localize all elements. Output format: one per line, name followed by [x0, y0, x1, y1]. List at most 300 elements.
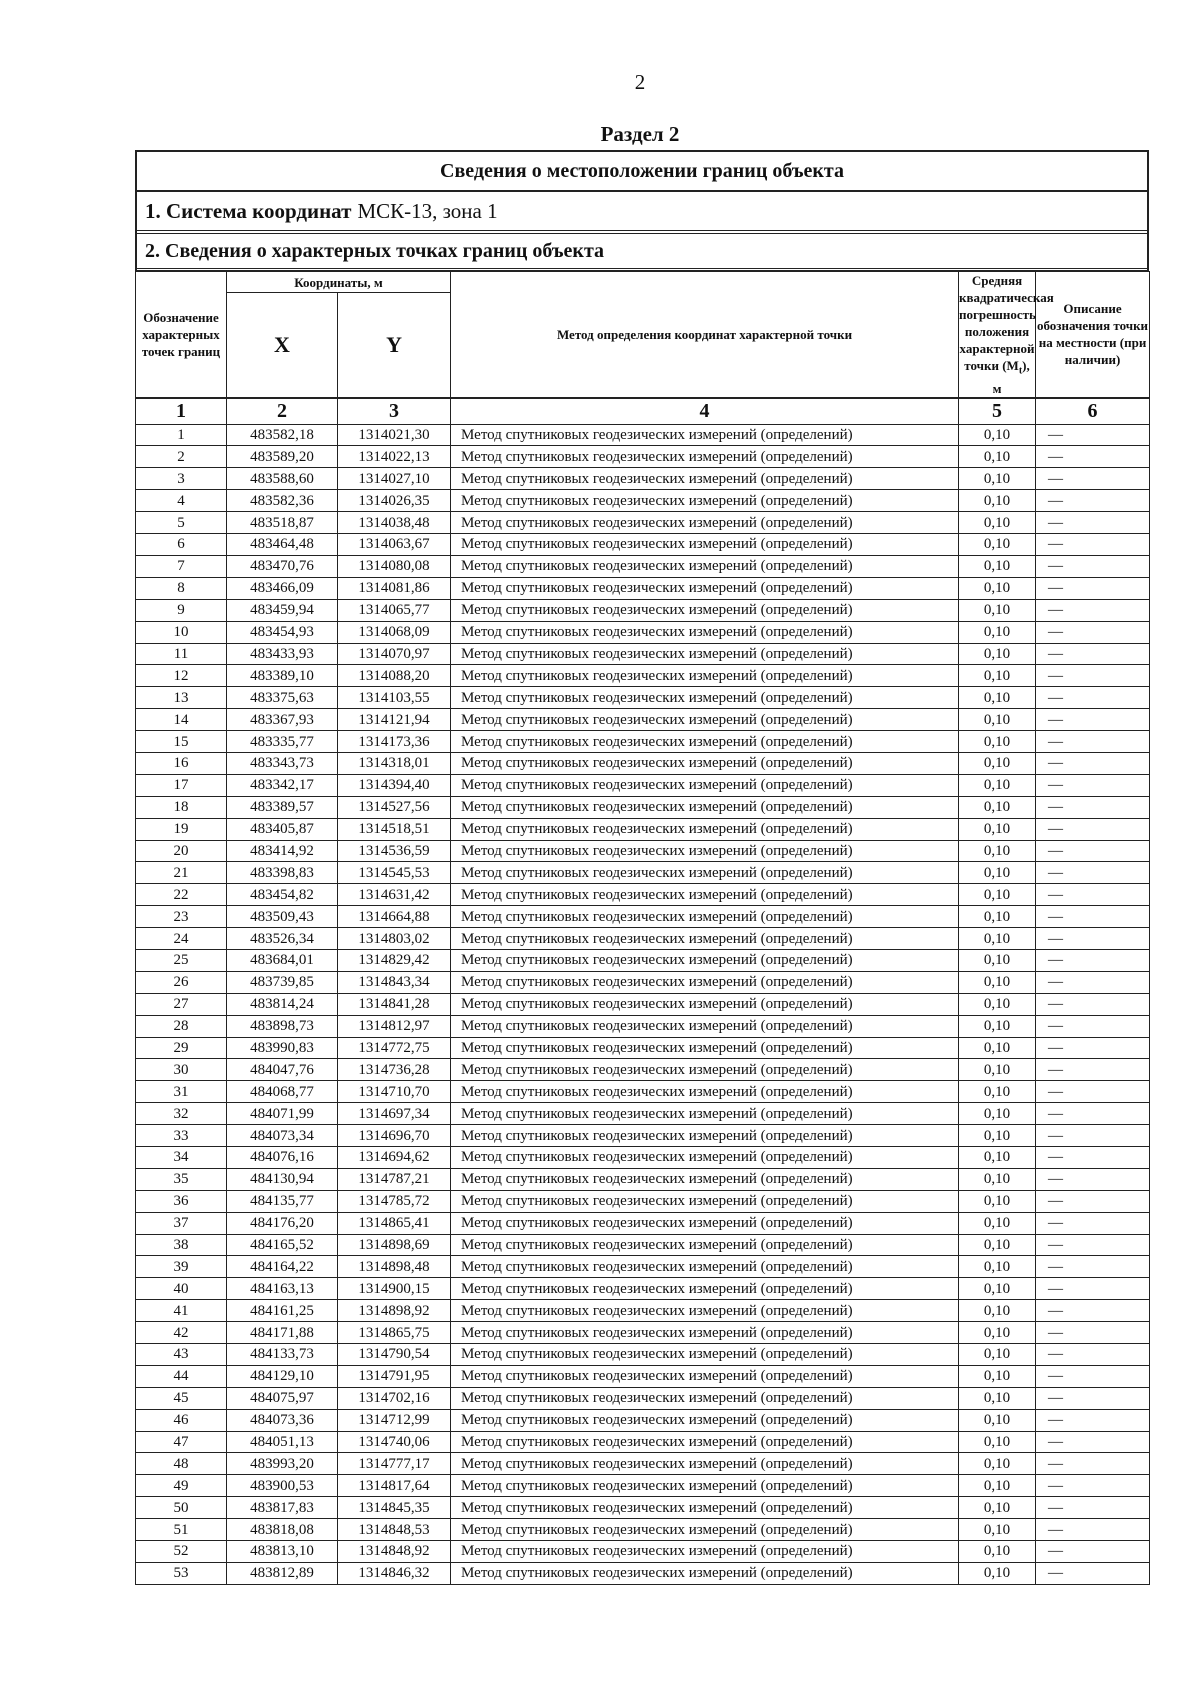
table-row — [136, 862, 1150, 884]
point-number-cell: 38 — [136, 1234, 227, 1256]
table-row — [136, 1300, 1150, 1322]
point-number-cell: 48 — [136, 1453, 227, 1475]
description-cell: — — [1036, 555, 1150, 577]
x-coordinate-cell: 483509,43 — [227, 906, 338, 928]
x-coordinate-cell: 483454,93 — [227, 621, 338, 643]
error-cell: 0,10 — [959, 949, 1036, 971]
method-cell: Метод спутниковых геодезических измерений (определений) — [451, 862, 959, 884]
error-cell: 0,10 — [959, 1519, 1036, 1541]
y-coordinate-cell: 1314710,70 — [338, 1081, 451, 1103]
y-coordinate-cell: 1314527,56 — [338, 796, 451, 818]
point-number-cell: 30 — [136, 1059, 227, 1081]
description-cell: — — [1036, 840, 1150, 862]
column-number: 3 — [338, 398, 451, 425]
table-row — [136, 621, 1150, 643]
error-cell: 0,10 — [959, 424, 1036, 446]
error-cell: 0,10 — [959, 665, 1036, 687]
x-coordinate-cell: 484076,16 — [227, 1146, 338, 1168]
header-method: Метод определения координат характерной точки — [451, 272, 959, 398]
point-number-cell: 8 — [136, 577, 227, 599]
x-coordinate-cell: 483526,34 — [227, 928, 338, 950]
description-cell: — — [1036, 906, 1150, 928]
error-cell: 0,10 — [959, 752, 1036, 774]
description-cell: — — [1036, 1190, 1150, 1212]
description-cell: — — [1036, 1234, 1150, 1256]
form-header-box — [135, 150, 1149, 271]
x-coordinate-cell: 484068,77 — [227, 1081, 338, 1103]
method-cell: Метод спутниковых геодезических измерений (определений) — [451, 1190, 959, 1212]
header-y: Y — [338, 293, 451, 398]
method-cell: Метод спутниковых геодезических измерений (определений) — [451, 1278, 959, 1300]
method-cell: Метод спутниковых геодезических измерений (определений) — [451, 665, 959, 687]
table-row — [136, 1562, 1150, 1584]
error-cell: 0,10 — [959, 709, 1036, 731]
table-row — [136, 818, 1150, 840]
point-number-cell: 10 — [136, 621, 227, 643]
x-coordinate-cell: 483470,76 — [227, 555, 338, 577]
method-cell: Метод спутниковых геодезических измерений (определений) — [451, 1168, 959, 1190]
points-table-body — [136, 424, 1150, 1584]
point-number-cell: 47 — [136, 1431, 227, 1453]
x-coordinate-cell: 483812,89 — [227, 1562, 338, 1584]
method-cell: Метод спутниковых геодезических измерений (определений) — [451, 1081, 959, 1103]
point-number-cell: 49 — [136, 1475, 227, 1497]
method-cell: Метод спутниковых геодезических измерений (определений) — [451, 577, 959, 599]
point-number-cell: 24 — [136, 928, 227, 950]
block-title: Сведения о местоположении границ объекта — [137, 152, 1147, 192]
table-row — [136, 1322, 1150, 1344]
x-coordinate-cell: 483343,73 — [227, 752, 338, 774]
method-cell: Метод спутниковых геодезических измерений (определений) — [451, 840, 959, 862]
description-cell: — — [1036, 1562, 1150, 1584]
y-coordinate-cell: 1314080,08 — [338, 555, 451, 577]
point-number-cell: 39 — [136, 1256, 227, 1278]
point-number-cell: 9 — [136, 599, 227, 621]
table-row — [136, 1387, 1150, 1409]
error-cell: 0,10 — [959, 1344, 1036, 1366]
description-cell: — — [1036, 577, 1150, 599]
table-row — [136, 1212, 1150, 1234]
table-row — [136, 731, 1150, 753]
method-cell: Метод спутниковых геодезических измерений (определений) — [451, 1212, 959, 1234]
y-coordinate-cell: 1314740,06 — [338, 1431, 451, 1453]
method-cell: Метод спутниковых геодезических измерений (определений) — [451, 1322, 959, 1344]
point-number-cell: 31 — [136, 1081, 227, 1103]
column-numbers-row — [136, 398, 1150, 425]
x-coordinate-cell: 484073,34 — [227, 1125, 338, 1147]
x-coordinate-cell: 483739,85 — [227, 971, 338, 993]
header-error: Средняя квадратическая погрешность положения характерной точки $(M_t)$, м — [959, 273, 1054, 396]
method-cell: Метод спутниковых геодезических измерений (определений) — [451, 971, 959, 993]
method-cell: Метод спутниковых геодезических измерений (определений) — [451, 1234, 959, 1256]
description-cell: — — [1036, 534, 1150, 556]
table-row — [136, 468, 1150, 490]
y-coordinate-cell: 1314785,72 — [338, 1190, 451, 1212]
error-cell: 0,10 — [959, 1256, 1036, 1278]
error-cell: 0,10 — [959, 1168, 1036, 1190]
table-row — [136, 1015, 1150, 1037]
x-coordinate-cell: 483518,87 — [227, 512, 338, 534]
table-row — [136, 1168, 1150, 1190]
y-coordinate-cell: 1314631,42 — [338, 884, 451, 906]
error-cell: 0,10 — [959, 1081, 1036, 1103]
error-cell: 0,10 — [959, 774, 1036, 796]
header-coordinates: Координаты, м — [227, 272, 451, 293]
y-coordinate-cell: 1314518,51 — [338, 818, 451, 840]
y-coordinate-cell: 1314848,92 — [338, 1541, 451, 1563]
description-cell: — — [1036, 1059, 1150, 1081]
y-coordinate-cell: 1314318,01 — [338, 752, 451, 774]
table-row — [136, 446, 1150, 468]
y-coordinate-cell: 1314812,97 — [338, 1015, 451, 1037]
error-cell: 0,10 — [959, 1015, 1036, 1037]
method-cell: Метод спутниковых геодезических измерений (определений) — [451, 1300, 959, 1322]
error-cell: 0,10 — [959, 446, 1036, 468]
y-coordinate-cell: 1314712,99 — [338, 1409, 451, 1431]
point-number-cell: 34 — [136, 1146, 227, 1168]
method-cell: Метод спутниковых геодезических измерений (определений) — [451, 687, 959, 709]
y-coordinate-cell: 1314777,17 — [338, 1453, 451, 1475]
description-cell: — — [1036, 1475, 1150, 1497]
error-cell: 0,10 — [959, 1059, 1036, 1081]
point-number-cell: 53 — [136, 1562, 227, 1584]
method-cell: Метод спутниковых геодезических измерений (определений) — [451, 643, 959, 665]
y-coordinate-cell: 1314829,42 — [338, 949, 451, 971]
table-header-row-1 — [136, 272, 1150, 293]
table-row — [136, 1103, 1150, 1125]
error-cell: 0,10 — [959, 1387, 1036, 1409]
point-number-cell: 51 — [136, 1519, 227, 1541]
method-cell: Метод спутниковых геодезических измерений (определений) — [451, 709, 959, 731]
error-cell: 0,10 — [959, 1037, 1036, 1059]
table-row — [136, 906, 1150, 928]
description-cell: — — [1036, 1300, 1150, 1322]
y-coordinate-cell: 1314536,59 — [338, 840, 451, 862]
object-boundaries-form — [135, 150, 1149, 1585]
error-cell: 0,10 — [959, 599, 1036, 621]
table-row — [136, 1278, 1150, 1300]
description-cell: — — [1036, 490, 1150, 512]
point-number-cell: 16 — [136, 752, 227, 774]
table-row — [136, 993, 1150, 1015]
x-coordinate-cell: 483398,83 — [227, 862, 338, 884]
method-cell: Метод спутниковых геодезических измерений (определений) — [451, 1541, 959, 1563]
points-section-title: 2. Сведения о характерных точках границ объекта — [137, 234, 1147, 271]
error-cell: 0,10 — [959, 818, 1036, 840]
x-coordinate-cell: 483405,87 — [227, 818, 338, 840]
description-cell: — — [1036, 949, 1150, 971]
point-number-cell: 6 — [136, 534, 227, 556]
point-number-cell: 26 — [136, 971, 227, 993]
error-cell: 0,10 — [959, 512, 1036, 534]
method-cell: Метод спутниковых геодезических измерений (определений) — [451, 1125, 959, 1147]
method-cell: Метод спутниковых геодезических измерений (определений) — [451, 993, 959, 1015]
description-cell: — — [1036, 1015, 1150, 1037]
point-number-cell: 13 — [136, 687, 227, 709]
description-cell: — — [1036, 928, 1150, 950]
x-coordinate-cell: 483898,73 — [227, 1015, 338, 1037]
table-row — [136, 1190, 1150, 1212]
x-coordinate-cell: 483818,08 — [227, 1519, 338, 1541]
x-coordinate-cell: 484130,94 — [227, 1168, 338, 1190]
description-cell: — — [1036, 1497, 1150, 1519]
table-row — [136, 884, 1150, 906]
point-number-cell: 43 — [136, 1344, 227, 1366]
table-row — [136, 534, 1150, 556]
y-coordinate-cell: 1314865,75 — [338, 1322, 451, 1344]
x-coordinate-cell: 484075,97 — [227, 1387, 338, 1409]
table-row — [136, 928, 1150, 950]
table-row — [136, 949, 1150, 971]
method-cell: Метод спутниковых геодезических измерений (определений) — [451, 490, 959, 512]
method-cell: Метод спутниковых геодезических измерений (определений) — [451, 752, 959, 774]
error-cell: 0,10 — [959, 1475, 1036, 1497]
method-cell: Метод спутниковых геодезических измерений (определений) — [451, 1059, 959, 1081]
error-cell: 0,10 — [959, 577, 1036, 599]
x-coordinate-cell: 484047,76 — [227, 1059, 338, 1081]
error-cell: 0,10 — [959, 1497, 1036, 1519]
method-cell: Метод спутниковых геодезических измерений (определений) — [451, 1497, 959, 1519]
point-number-cell: 44 — [136, 1365, 227, 1387]
y-coordinate-cell: 1314694,62 — [338, 1146, 451, 1168]
point-number-cell: 25 — [136, 949, 227, 971]
error-cell: 0,10 — [959, 1453, 1036, 1475]
point-number-cell: 18 — [136, 796, 227, 818]
description-cell: — — [1036, 774, 1150, 796]
x-coordinate-cell: 483684,01 — [227, 949, 338, 971]
point-number-cell: 1 — [136, 424, 227, 446]
point-number-cell: 36 — [136, 1190, 227, 1212]
description-cell: — — [1036, 1125, 1150, 1147]
point-number-cell: 45 — [136, 1387, 227, 1409]
x-coordinate-cell: 484129,10 — [227, 1365, 338, 1387]
y-coordinate-cell: 1314065,77 — [338, 599, 451, 621]
method-cell: Метод спутниковых геодезических измерений (определений) — [451, 774, 959, 796]
method-cell: Метод спутниковых геодезических измерений (определений) — [451, 731, 959, 753]
x-coordinate-cell: 484051,13 — [227, 1431, 338, 1453]
x-coordinate-cell: 483900,53 — [227, 1475, 338, 1497]
table-row — [136, 752, 1150, 774]
table-row — [136, 665, 1150, 687]
x-coordinate-cell: 483990,83 — [227, 1037, 338, 1059]
x-coordinate-cell: 483582,18 — [227, 424, 338, 446]
x-coordinate-cell: 483389,57 — [227, 796, 338, 818]
error-cell: 0,10 — [959, 796, 1036, 818]
header-designation: Обозначение характерных точек границ — [136, 272, 227, 398]
x-coordinate-cell: 483588,60 — [227, 468, 338, 490]
description-cell: — — [1036, 818, 1150, 840]
error-cell: 0,10 — [959, 1541, 1036, 1563]
error-cell: 0,10 — [959, 840, 1036, 862]
y-coordinate-cell: 1314103,55 — [338, 687, 451, 709]
x-coordinate-cell: 484071,99 — [227, 1103, 338, 1125]
table-row — [136, 709, 1150, 731]
point-number-cell: 22 — [136, 884, 227, 906]
point-number-cell: 5 — [136, 512, 227, 534]
y-coordinate-cell: 1314898,69 — [338, 1234, 451, 1256]
y-coordinate-cell: 1314843,34 — [338, 971, 451, 993]
description-cell: — — [1036, 1256, 1150, 1278]
point-number-cell: 42 — [136, 1322, 227, 1344]
table-row — [136, 1431, 1150, 1453]
y-coordinate-cell: 1314898,48 — [338, 1256, 451, 1278]
table-row — [136, 1541, 1150, 1563]
error-cell: 0,10 — [959, 1409, 1036, 1431]
table-row — [136, 971, 1150, 993]
description-cell: — — [1036, 731, 1150, 753]
table-row — [136, 1234, 1150, 1256]
table-row — [136, 1146, 1150, 1168]
description-cell: — — [1036, 1278, 1150, 1300]
table-row — [136, 490, 1150, 512]
description-cell: — — [1036, 993, 1150, 1015]
x-coordinate-cell: 484165,52 — [227, 1234, 338, 1256]
table-row — [136, 555, 1150, 577]
coordinate-system-label: 1. Система координат — [145, 198, 352, 223]
column-number: 6 — [1036, 398, 1150, 425]
point-number-cell: 27 — [136, 993, 227, 1015]
method-cell: Метод спутниковых геодезических измерений (определений) — [451, 1475, 959, 1497]
description-cell: — — [1036, 446, 1150, 468]
method-cell: Метод спутниковых геодезических измерений (определений) — [451, 555, 959, 577]
point-number-cell: 28 — [136, 1015, 227, 1037]
x-coordinate-cell: 483993,20 — [227, 1453, 338, 1475]
y-coordinate-cell: 1314900,15 — [338, 1278, 451, 1300]
y-coordinate-cell: 1314790,54 — [338, 1344, 451, 1366]
description-cell: — — [1036, 1103, 1150, 1125]
x-coordinate-cell: 483414,92 — [227, 840, 338, 862]
y-coordinate-cell: 1314845,35 — [338, 1497, 451, 1519]
description-cell: — — [1036, 709, 1150, 731]
y-coordinate-cell: 1314027,10 — [338, 468, 451, 490]
x-coordinate-cell: 483814,24 — [227, 993, 338, 1015]
y-coordinate-cell: 1314817,64 — [338, 1475, 451, 1497]
table-row — [136, 1125, 1150, 1147]
error-cell: 0,10 — [959, 490, 1036, 512]
error-cell: 0,10 — [959, 862, 1036, 884]
y-coordinate-cell: 1314697,34 — [338, 1103, 451, 1125]
point-number-cell: 52 — [136, 1541, 227, 1563]
header-x: X — [227, 293, 338, 398]
error-cell: 0,10 — [959, 643, 1036, 665]
error-cell: 0,10 — [959, 884, 1036, 906]
error-cell: 0,10 — [959, 1365, 1036, 1387]
description-cell: — — [1036, 1212, 1150, 1234]
x-coordinate-cell: 483466,09 — [227, 577, 338, 599]
x-coordinate-cell: 483464,48 — [227, 534, 338, 556]
x-coordinate-cell: 483582,36 — [227, 490, 338, 512]
column-number: 1 — [136, 398, 227, 425]
error-cell: 0,10 — [959, 1431, 1036, 1453]
point-number-cell: 50 — [136, 1497, 227, 1519]
x-coordinate-cell: 484171,88 — [227, 1322, 338, 1344]
description-cell: — — [1036, 1453, 1150, 1475]
table-row — [136, 1365, 1150, 1387]
coordinate-system-row — [137, 192, 1147, 234]
method-cell: Метод спутниковых геодезических измерений (определений) — [451, 1344, 959, 1366]
table-row — [136, 599, 1150, 621]
point-number-cell: 35 — [136, 1168, 227, 1190]
description-cell: — — [1036, 1365, 1150, 1387]
error-cell: 0,10 — [959, 1190, 1036, 1212]
table-row — [136, 1475, 1150, 1497]
point-number-cell: 11 — [136, 643, 227, 665]
y-coordinate-cell: 1314022,13 — [338, 446, 451, 468]
x-coordinate-cell: 483813,10 — [227, 1541, 338, 1563]
y-coordinate-cell: 1314068,09 — [338, 621, 451, 643]
y-coordinate-cell: 1314394,40 — [338, 774, 451, 796]
x-coordinate-cell: 484164,22 — [227, 1256, 338, 1278]
error-cell: 0,10 — [959, 993, 1036, 1015]
y-coordinate-cell: 1314038,48 — [338, 512, 451, 534]
method-cell: Метод спутниковых геодезических измерений (определений) — [451, 599, 959, 621]
method-cell: Метод спутниковых геодезических измерений (определений) — [451, 1037, 959, 1059]
table-row — [136, 577, 1150, 599]
point-number-cell: 7 — [136, 555, 227, 577]
y-coordinate-cell: 1314848,53 — [338, 1519, 451, 1541]
error-cell: 0,10 — [959, 731, 1036, 753]
y-coordinate-cell: 1314736,28 — [338, 1059, 451, 1081]
description-cell: — — [1036, 884, 1150, 906]
y-coordinate-cell: 1314787,21 — [338, 1168, 451, 1190]
table-row — [136, 796, 1150, 818]
header-description: Описание обозначения точки на местности (при наличии) — [1036, 272, 1150, 398]
description-cell: — — [1036, 687, 1150, 709]
method-cell: Метод спутниковых геодезических измерений (определений) — [451, 1256, 959, 1278]
description-cell: — — [1036, 621, 1150, 643]
x-coordinate-cell: 483459,94 — [227, 599, 338, 621]
point-number-cell: 17 — [136, 774, 227, 796]
error-cell: 0,10 — [959, 687, 1036, 709]
y-coordinate-cell: 1314865,41 — [338, 1212, 451, 1234]
error-cell: 0,10 — [959, 534, 1036, 556]
table-row — [136, 1497, 1150, 1519]
column-number: 5 — [959, 398, 1036, 425]
description-cell: — — [1036, 1037, 1150, 1059]
x-coordinate-cell: 483817,83 — [227, 1497, 338, 1519]
point-number-cell: 20 — [136, 840, 227, 862]
y-coordinate-cell: 1314846,32 — [338, 1562, 451, 1584]
column-number: 4 — [451, 398, 959, 425]
point-number-cell: 46 — [136, 1409, 227, 1431]
method-cell: Метод спутниковых геодезических измерений (определений) — [451, 1015, 959, 1037]
method-cell: Метод спутниковых геодезических измерений (определений) — [451, 1387, 959, 1409]
y-coordinate-cell: 1314173,36 — [338, 731, 451, 753]
description-cell: — — [1036, 665, 1150, 687]
error-cell: 0,10 — [959, 1103, 1036, 1125]
description-cell: — — [1036, 1168, 1150, 1190]
y-coordinate-cell: 1314545,53 — [338, 862, 451, 884]
x-coordinate-cell: 483389,10 — [227, 665, 338, 687]
error-cell: 0,10 — [959, 1234, 1036, 1256]
table-row — [136, 1037, 1150, 1059]
table-row — [136, 1453, 1150, 1475]
method-cell: Метод спутниковых геодезических измерений (определений) — [451, 1453, 959, 1475]
table-row — [136, 1344, 1150, 1366]
error-cell: 0,10 — [959, 468, 1036, 490]
method-cell: Метод спутниковых геодезических измерений (определений) — [451, 1562, 959, 1584]
y-coordinate-cell: 1314063,67 — [338, 534, 451, 556]
points-table — [135, 271, 1150, 1585]
point-number-cell: 32 — [136, 1103, 227, 1125]
x-coordinate-cell: 484163,13 — [227, 1278, 338, 1300]
x-coordinate-cell: 483454,82 — [227, 884, 338, 906]
point-number-cell: 33 — [136, 1125, 227, 1147]
y-coordinate-cell: 1314070,97 — [338, 643, 451, 665]
table-row — [136, 512, 1150, 534]
description-cell: — — [1036, 862, 1150, 884]
method-cell: Метод спутниковых геодезических измерений (определений) — [451, 621, 959, 643]
